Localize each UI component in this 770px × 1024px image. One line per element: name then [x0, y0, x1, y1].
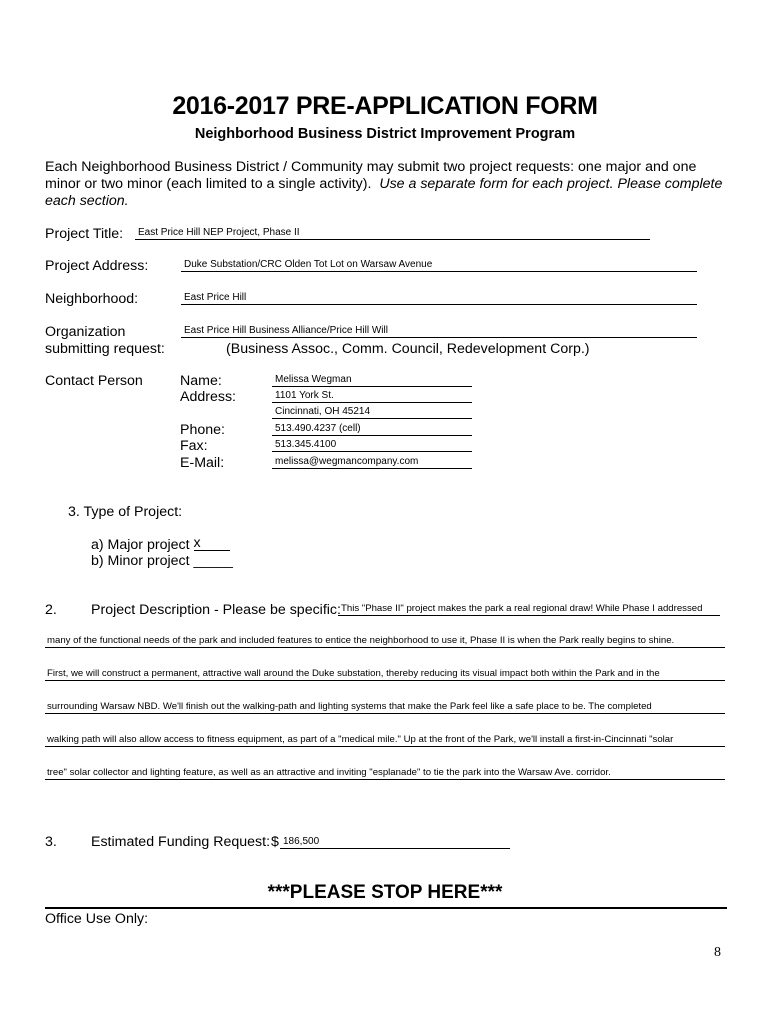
- contact-address-line2-field[interactable]: Cincinnati, OH 45214: [272, 406, 472, 419]
- contact-address-label: Address:: [180, 389, 236, 405]
- divider-rule: [45, 907, 727, 909]
- funding-label: Estimated Funding Request:: [91, 834, 271, 850]
- type-of-project-heading: 3. Type of Project:: [68, 504, 183, 520]
- project-title-label: Project Title:: [45, 226, 124, 242]
- form-subtitle: Neighborhood Business District Improvement Program: [194, 126, 576, 142]
- contact-email-field[interactable]: melissa@wegmancompany.com: [272, 456, 472, 469]
- major-project-value: x: [193, 535, 201, 551]
- contact-phone-field[interactable]: 513.490.4237 (cell): [272, 423, 472, 436]
- page-number: 8: [714, 945, 721, 960]
- contact-phone-label: Phone:: [180, 422, 225, 438]
- major-project-field[interactable]: [194, 537, 230, 551]
- intro-paragraph: [45, 159, 735, 210]
- organization-label-line2: submitting request:: [45, 341, 165, 357]
- organization-label-line1: Organization: [45, 324, 126, 340]
- organization-hint: (Business Assoc., Comm. Council, Redevelopment Corp.): [226, 341, 590, 357]
- description-line-5[interactable]: tree" solar collector and lighting feature, as well as an attractive and inviting "esplanade" to tie the park into the Warsaw Ave. corridor.: [45, 767, 725, 780]
- project-title-field[interactable]: East Price Hill NEP Project, Phase II: [135, 227, 650, 240]
- contact-address-line1-field[interactable]: 1101 York St.: [272, 390, 472, 403]
- contact-fax-field[interactable]: 513.345.4100: [272, 439, 472, 452]
- contact-name-field[interactable]: Melissa Wegman: [272, 374, 472, 387]
- funding-amount-field[interactable]: 186,500: [280, 836, 510, 849]
- major-project-row: [91, 537, 230, 554]
- please-stop-here: ***PLEASE STOP HERE***: [267, 882, 503, 903]
- neighborhood-label: Neighborhood:: [45, 291, 139, 307]
- description-label: Project Description - Please be specific:: [91, 602, 341, 618]
- organization-field[interactable]: East Price Hill Business Alliance/Price Hill Will: [181, 325, 697, 338]
- intro-italic-text: Use a separate form for each project. Please complete each section.: [45, 176, 723, 209]
- contact-fax-label: Fax:: [180, 438, 208, 454]
- intro-text: Each Neighborhood Business District / Community may submit two project requests: one major and one minor or two minor (each limited to a single activity).: [45, 159, 697, 192]
- contact-person-label: Contact Person: [45, 373, 143, 389]
- description-line-4[interactable]: walking path will also allow access to fitness equipment, as part of a "medical mile." Up at the front of the Park, we'll install a first-in-Cincinnati "solar: [45, 734, 725, 747]
- office-use-label: Office Use Only:: [45, 911, 149, 927]
- description-first-line[interactable]: This "Phase II" project makes the park a real regional draw! While Phase I addressed: [338, 603, 720, 616]
- funding-number: 3.: [45, 834, 57, 850]
- neighborhood-field[interactable]: East Price Hill: [181, 292, 697, 305]
- project-address-field[interactable]: Duke Substation/CRC Olden Tot Lot on Warsaw Avenue: [181, 259, 697, 272]
- funding-currency: $: [271, 834, 279, 850]
- description-number: 2.: [45, 602, 57, 618]
- minor-project-label: b) Minor project _____: [91, 553, 233, 569]
- form-title: 2016-2017 PRE-APPLICATION FORM: [172, 92, 598, 120]
- contact-name-label: Name:: [180, 373, 222, 389]
- description-line-2[interactable]: First, we will construct a permanent, attractive wall around the Duke substation, thereby reducing its visual impact both within the Park and in the: [45, 668, 725, 681]
- description-line-1[interactable]: many of the functional needs of the park and included features to entice the neighborhood to use it, Phase II is when the Park really begins to shine.: [45, 635, 725, 648]
- major-project-label: a) Major project: [91, 537, 190, 553]
- contact-email-label: E-Mail:: [180, 455, 225, 471]
- description-line-3[interactable]: surrounding Warsaw NBD. We'll finish out the walking-path and lighting systems that make the Park feel like a safe place to be. The completed: [45, 701, 725, 714]
- project-address-label: Project Address:: [45, 258, 149, 274]
